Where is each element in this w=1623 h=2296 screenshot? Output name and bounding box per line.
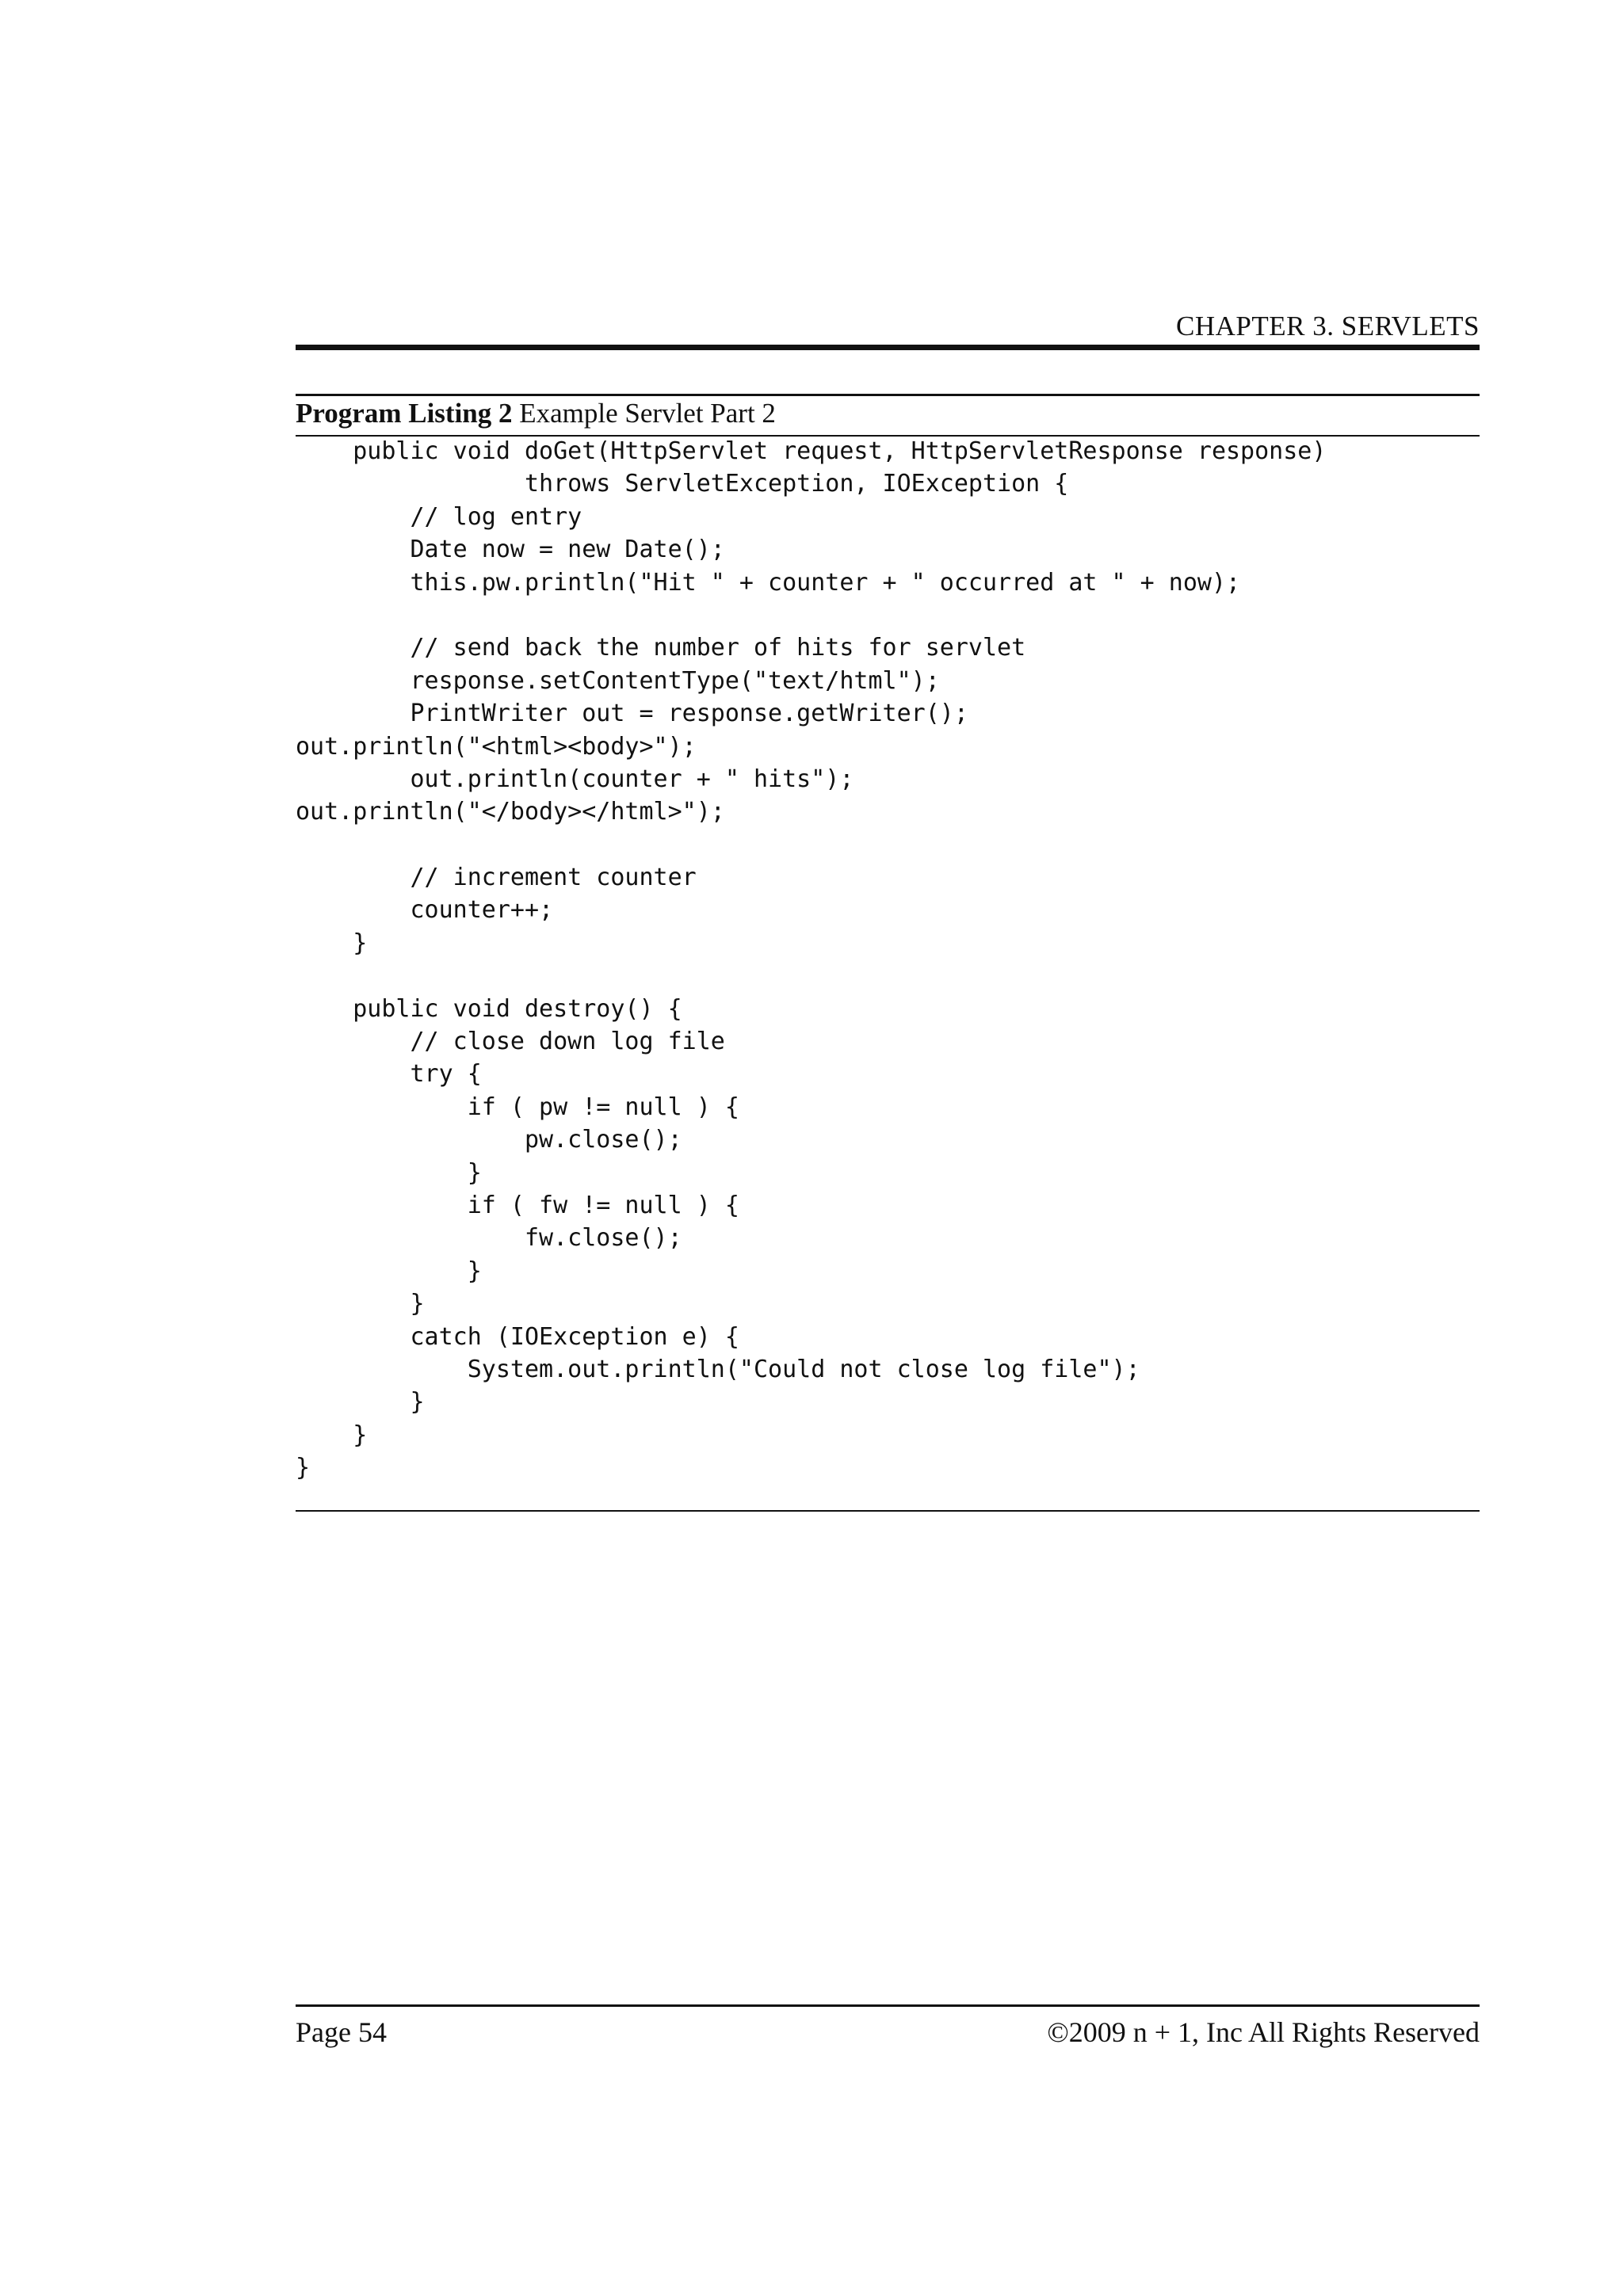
code-line: catch (IOException e) { [296,1322,739,1351]
code-listing [296,435,1480,1485]
code-line: } [296,1388,425,1417]
code-line: // send back the number of hits for servlet [296,634,1026,662]
listing-label: Program Listing 2 [296,398,513,429]
code-line: } [296,929,368,957]
code-line: public void doGet(HttpServlet request, HttpServletResponse response) [296,437,1327,465]
code-line: } [296,1158,482,1187]
copyright-notice: ©2009 n + 1, Inc All Rights Reserved [1047,2016,1480,2048]
listing-title: Example Servlet Part 2 [519,398,776,429]
code-line: } [296,1421,368,1449]
code-line: } [296,1257,482,1285]
listing-bottom-rule [296,1510,1480,1512]
code-line: throws ServletException, IOException { [296,470,1069,498]
code-line: counter++; [296,896,554,925]
code-line: // log entry [296,502,582,531]
code-line: Date now = new Date(); [296,536,725,564]
code-line: PrintWriter out = response.getWriter(); [296,700,968,728]
code-line: // increment counter [296,864,697,892]
code-line [296,829,1480,861]
listing-caption [296,394,776,433]
code-line: } [296,1454,311,1482]
code-line [296,599,1480,631]
code-line: out.println("<html><body>"); [296,732,697,761]
code-line: out.println("</body></html>"); [296,798,725,826]
code-line: response.setContentType("text/html"); [296,666,940,695]
code-line: out.println(counter + " hits"); [296,765,854,793]
code-line [296,959,1480,992]
code-line: pw.close(); [296,1126,682,1154]
code-line: // close down log file [296,1028,725,1056]
code-line: this.pw.println("Hit " + counter + " occurred at " + now); [296,568,1241,597]
running-header: CHAPTER 3. SERVLETS [1176,311,1480,341]
code-line: if ( fw != null ) { [296,1191,739,1219]
code-line: if ( pw != null ) { [296,1093,739,1121]
code-line: public void destroy() { [296,994,682,1023]
page-number: Page 54 [296,2016,387,2048]
code-line: fw.close(); [296,1224,682,1253]
header-rule [296,345,1480,350]
footer-rule [296,2004,1480,2007]
code-line: } [296,1290,425,1318]
code-line: try { [296,1060,482,1089]
code-line: System.out.println("Could not close log file"); [296,1355,1140,1383]
